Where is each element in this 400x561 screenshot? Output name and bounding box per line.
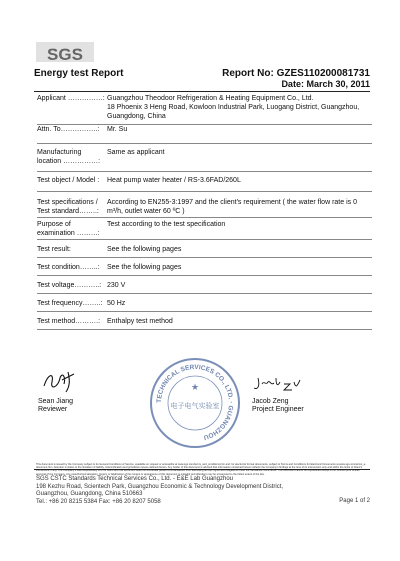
field-test-specifications (37, 192, 372, 218)
svg-text:电子电气实验室: 电子电气实验室 (170, 402, 220, 410)
field-value: Mr. Su (107, 126, 128, 133)
field-value: Test according to the test specification (107, 221, 226, 228)
field-test-method (37, 312, 372, 330)
svg-text:TECHNICAL SERVICES CO., LTD. ·: TECHNICAL SERVICES CO., LTD. · GUANGZHOU (155, 363, 235, 441)
report-title: Energy test Report (34, 68, 124, 79)
footer-company: SGS CSTC Standards Technical Services Co., Ltd. - E&E Lab Guangzhou (36, 476, 233, 482)
field-test-result (37, 240, 372, 258)
field-value: See the following pages (107, 264, 182, 271)
report-fields (37, 94, 372, 330)
engineer-name: Jacob Zeng (252, 398, 289, 405)
field-label: Test result: (37, 246, 71, 253)
field-value: Heat pump water heater / RS-3.6FAD/260L (107, 177, 241, 184)
field-label: Test voltage………..: (37, 282, 102, 289)
field-value: 230 V (107, 282, 126, 289)
company-seal (148, 356, 242, 450)
page-number: Page 1 of 2 (339, 498, 370, 504)
field-value: Enthalpy test method (107, 318, 173, 325)
report-date: Date: March 30, 2011 (281, 79, 370, 89)
field-label: Test condition……..: (37, 264, 100, 271)
field-test-object (37, 172, 372, 192)
reviewer-title: Reviewer (38, 406, 68, 413)
field-test-voltage (37, 276, 372, 294)
field-value: Guangzhou Theodoor Refrigeration & Heating Equipment Co., Ltd. 18 Phoenix 3 Heng Road, Kowloon Industrial Park, Luogang District, Guangzhou, Guangdong, China (107, 95, 360, 120)
engineer-signature (252, 372, 304, 394)
field-label: Test frequency……..: (37, 300, 103, 307)
seal-star-icon: ★ (190, 382, 200, 392)
reviewer-block (38, 398, 73, 414)
footer-contact: Tel.: +86 20 8215 5384 Fax: +86 20 8207 5058 (36, 498, 161, 505)
field-label: Manufacturing location ……………: (37, 149, 101, 165)
footer-divider (34, 469, 370, 470)
field-label: Applicant ……………: (37, 95, 105, 102)
field-label: Test object / Model : (37, 177, 100, 184)
field-value: 50 Hz (107, 300, 126, 307)
reviewer-signature (40, 368, 82, 396)
field-value: See the following pages (107, 246, 182, 253)
field-applicant (37, 94, 372, 125)
field-value: According to EN255-3:1997 and the client's requirement ( the water flow rate is 0 m³/h, outlet water 60 ºC ) (107, 199, 357, 215)
svg-text:SGS: SGS (47, 45, 83, 64)
field-label: Test method……….: (37, 318, 101, 325)
field-label: Attn. To…………….: (37, 126, 100, 133)
footer-city: Guangzhou, Guangdong, China 510663 (36, 491, 143, 497)
field-attn (37, 125, 372, 144)
field-manufacturing-location (37, 144, 372, 172)
footer-street: 198 Kezhu Road, Scientech Park, Guangzhou Economic & Technology Development District, (36, 483, 284, 490)
header-divider (34, 91, 370, 92)
field-purpose (37, 218, 372, 240)
report-number: Report No: GZES110200081731 (222, 68, 370, 79)
engineer-block (252, 398, 304, 414)
legal-disclaimer: This document is issued by the Company subject to its General Conditions of Service, available on request or accessible at www.sgs.com/terms_and_conditions.htm and, for electronic format documents, subject to Terms and Conditions for Electronic Documents at www.sgs.com/terms_e-document.htm. Attention is drawn to the limitation of liability, indemnification and jurisdiction issues defined therein. Any holder of this document is advised that information contained hereon reflects the Company's findings at the time of its intervention only and within the limits of Client's instructions, if any. The Company's sole responsibility is to its Client and this document does not exonerate parties to a transaction from exercising all their rights and obligations under the transaction documents. This document cannot be reproduced except in full, without prior written approval of the Company. Any unauthorized alteration, forgery or falsification of the content or appearance of this document is unlawful and offenders may be prosecuted to the fullest extent of the law. (36, 463, 367, 476)
field-label: Purpose of examination ………: (37, 221, 100, 237)
field-value: Same as applicant (107, 149, 165, 156)
reviewer-name: Sean Jiang (38, 398, 74, 405)
engineer-title: Project Engineer (252, 406, 304, 413)
footer-address (36, 476, 370, 506)
field-test-frequency (37, 294, 372, 312)
sgs-logo (34, 40, 96, 66)
field-test-condition (37, 258, 372, 276)
field-label: Test specifications / Test standard……..: (37, 199, 99, 215)
